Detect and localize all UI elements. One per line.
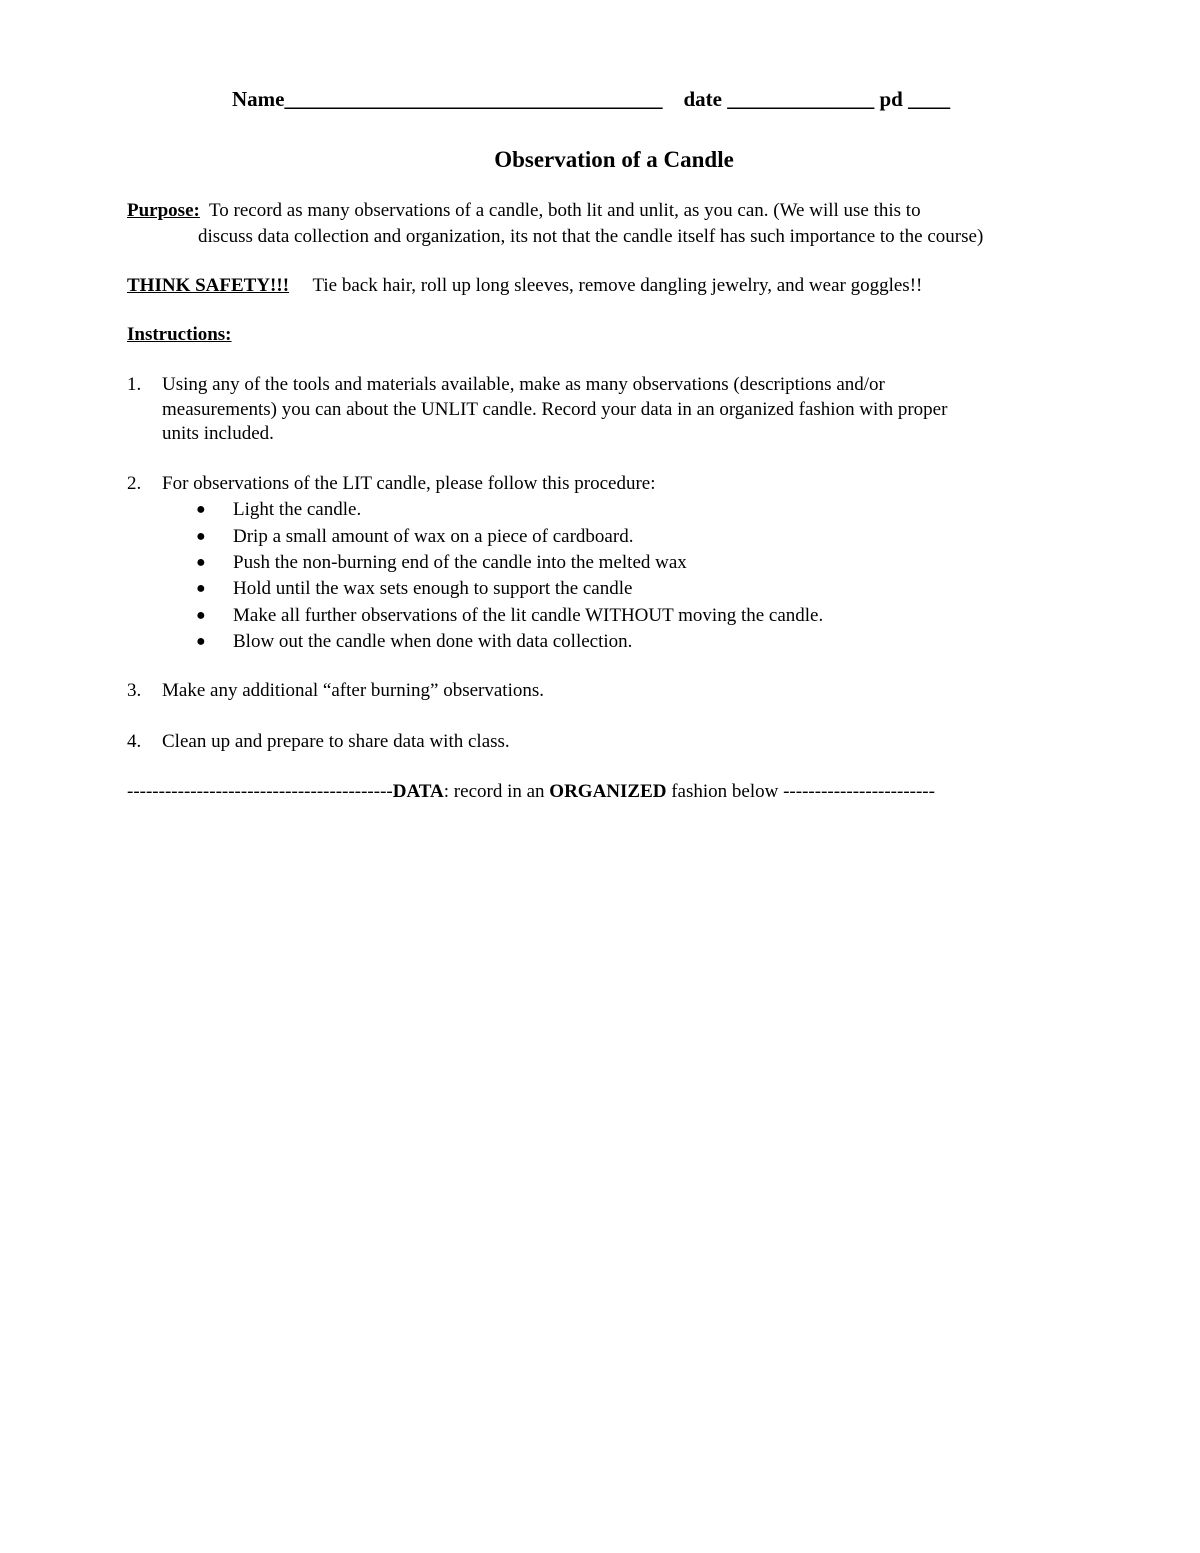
step-number: 1.	[127, 374, 142, 395]
bullet-icon: ●	[196, 580, 206, 597]
step-3-line-1: Make any additional “after burning” observations.	[162, 680, 544, 701]
name-label: Name	[232, 87, 285, 111]
step-number: 4.	[127, 731, 142, 752]
bullet-icon: ●	[196, 607, 206, 624]
data-divider-line	[127, 780, 935, 804]
organized-label: ORGANIZED	[549, 781, 667, 802]
step-number: 3.	[127, 680, 142, 701]
list-item: Hold until the wax sets enough to support the candle	[233, 578, 633, 599]
name-blank[interactable]: ____________________________________	[284, 87, 663, 111]
list-item: Blow out the candle when done with data collection.	[233, 631, 633, 652]
date-label: date	[683, 87, 722, 111]
pd-blank[interactable]: ____	[908, 87, 951, 111]
bullet-icon: ●	[196, 554, 206, 571]
data-text-2: fashion below	[666, 781, 784, 802]
list-item: Make all further observations of the lit candle WITHOUT moving the candle.	[233, 605, 824, 626]
step-2-line-1: For observations of the LIT candle, please follow this procedure:	[162, 473, 656, 494]
data-text-1: : record in an	[443, 781, 550, 802]
list-item: Light the candle.	[233, 499, 362, 520]
step-1-line-3: units included.	[162, 423, 274, 444]
data-label: DATA	[392, 781, 444, 802]
purpose-line-1	[127, 199, 921, 223]
bullet-icon: ●	[196, 633, 206, 650]
list-item: Drip a small amount of wax on a piece of cardboard.	[233, 526, 634, 547]
pd-label: pd	[879, 87, 903, 111]
bullet-icon: ●	[196, 501, 206, 518]
header-fields	[232, 87, 1002, 112]
bullet-icon: ●	[196, 528, 206, 545]
step-1-line-2: measurements) you can about the UNLIT candle. Record your data in an organized fashion with proper	[162, 399, 948, 420]
instructions-heading: Instructions:	[127, 324, 232, 345]
dashes-left: ------------------------------------------	[127, 781, 393, 802]
safety-text: Tie back hair, roll up long sleeves, remove dangling jewelry, and wear goggles!!	[312, 275, 923, 296]
purpose-text-1: To record as many observations of a candle, both lit and unlit, as you can. (We will use this to	[209, 200, 921, 221]
date-blank[interactable]: ______________	[727, 87, 875, 111]
list-item: Push the non-burning end of the candle into the melted wax	[233, 552, 687, 573]
dashes-right: ------------------------	[783, 781, 935, 802]
step-1-line-1: Using any of the tools and materials available, make as many observations (descriptions and/or	[162, 374, 885, 395]
purpose-line-2: discuss data collection and organization, its not that the candle itself has such importance to the course)	[198, 226, 984, 247]
safety-line	[127, 274, 922, 298]
step-number: 2.	[127, 473, 142, 494]
data-recording-area[interactable]	[127, 820, 1077, 1500]
page-title: Observation of a Candle	[494, 147, 734, 172]
safety-label: THINK SAFETY!!!	[127, 275, 290, 296]
purpose-label: Purpose:	[127, 200, 200, 221]
step-4-line-1: Clean up and prepare to share data with class.	[162, 731, 510, 752]
